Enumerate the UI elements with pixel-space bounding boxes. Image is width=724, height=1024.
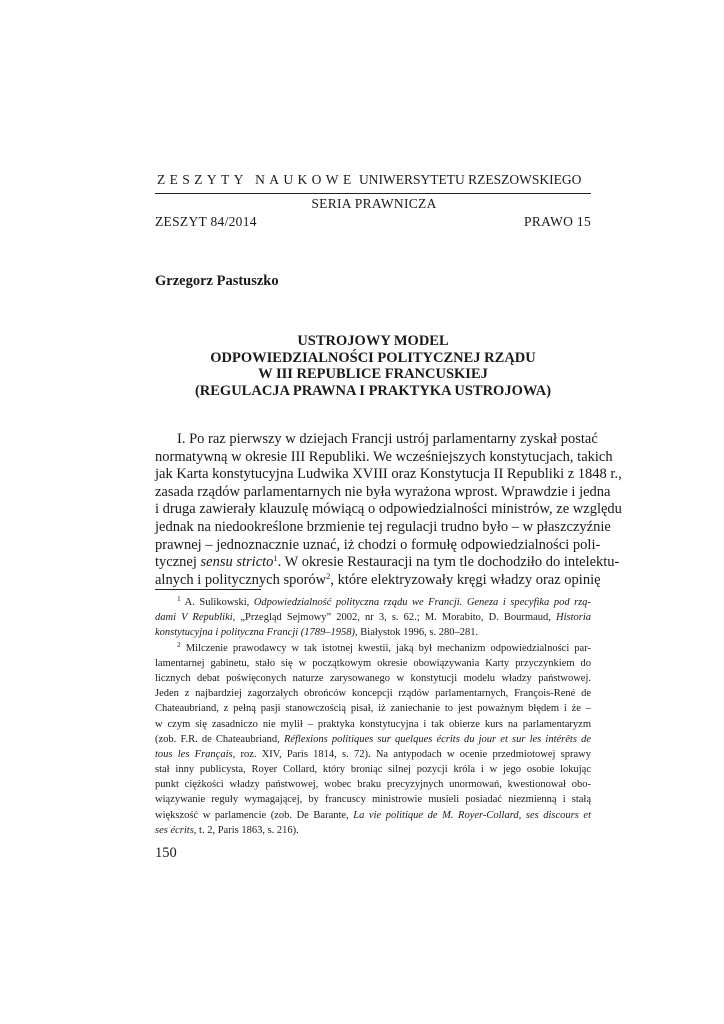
body-line: zasada rządów parlamentarnych nie była wyrażona wprost. Wprawdzie i jedna xyxy=(155,483,611,500)
footnote-line: w czym się zasadniczo nie mylił – praktyka konstytucyjna i tak obierze kurs na parlamentaryzm xyxy=(155,718,591,730)
text-run: , Białystok 1996, s. 280–281. xyxy=(355,627,479,639)
footnote-line xyxy=(155,808,591,823)
title-line: (REGULACJA PRAWNA I PRAKTYKA USTROJOWA) xyxy=(194,382,552,399)
series-name: SERIA PRAWNICZA xyxy=(311,196,437,211)
footnote-line xyxy=(155,610,591,625)
body-line: jak Karta konstytucyjna Ludwika XVIII oraz Konstytucja II Republiki z 1848 r., xyxy=(155,466,622,483)
text-run: , t. 2, Paris 1863, s. 216). xyxy=(193,824,299,836)
footnote-line: wiązywanie reguły wymagającej, by francuscy ministrowie musieli posiadać niezmienną i stałą xyxy=(155,794,591,806)
journal-name-rest: UNIWERSYTETU RZESZOWSKIEGO xyxy=(358,172,582,187)
footnote-line: lamentarnej gabinetu, stało się w początkowym okresie obowiązywania Karty przyczynkiem do xyxy=(155,657,591,669)
text-run: , „Przegląd Sejmowy” 2002, nr 3, s. 62.; M. Morabito, D. Bourmaud, xyxy=(232,612,556,624)
footnote-line: Chateaubriand, z pełną pasji stanowczością pisał, iż zaniechanie to jest poważnym błędem i że – xyxy=(155,703,591,715)
footnote-line xyxy=(155,641,591,656)
text-run: (zob. F.R. de Chateaubriand, xyxy=(155,733,284,745)
footnote-line xyxy=(155,747,591,762)
italic-title: Historia xyxy=(555,612,591,624)
body-line: normatywną w okresie III Republiki. We wcześniejszych konstytucjach, takich xyxy=(155,448,613,465)
title-line: W III REPUBLICE FRANCUSKIEJ xyxy=(258,366,488,382)
footnote-line xyxy=(155,625,591,640)
italic-title: konstytucyjna i polityczna Francji (1789–1958) xyxy=(155,627,356,639)
italic-title: ses écrits xyxy=(155,824,194,836)
journal-name-spaced: ZESZYTY NAUKOWE xyxy=(157,172,356,187)
footnote-line xyxy=(155,595,591,610)
italic-phrase: sensu stricto xyxy=(200,554,274,571)
footnote-line: licznych debat poświęconych naturze zarysowanego w konstytucji modelu władzy państwowej. xyxy=(155,672,591,684)
footnote-line: Jeden z najbardziej zagorzałych obrońców koncepcji rządów parlamentarnych, François-René de xyxy=(155,688,591,700)
footnote-ref-2[interactable]: 2 xyxy=(326,570,331,581)
header-rule xyxy=(155,193,591,194)
text-run: alnych i politycznych sporów xyxy=(155,571,327,588)
body-line: i druga zawierały klauzulę mówiącą o odpowiedzialności ministrów, ze względu xyxy=(155,501,622,518)
text-run: większość w parlamencie (zob. De Barante, xyxy=(155,809,354,821)
italic-title: dami V Republiki xyxy=(155,612,233,624)
footnote-line xyxy=(155,823,591,838)
article-title xyxy=(155,333,591,399)
text-run: A. Sulikowski, xyxy=(180,597,254,608)
title-line: ODPOWIEDZIALNOŚCI POLITYCZNEJ RZĄDU xyxy=(210,349,536,366)
section-label: PRAWO 15 xyxy=(524,214,591,229)
text-run: , które elektryzowały kręgi władzy oraz opinię xyxy=(330,571,601,588)
footnotes xyxy=(155,595,591,838)
body-line: prawnej – jednoznacznie uznać, iż chodzi o formułę odpowiedzialności poli- xyxy=(155,536,601,553)
footnote-separator xyxy=(155,589,261,590)
text-run: Milczenie prawodawcy w tak istotnej kwestii, jaką był mechanizm odpowiedzialności par- xyxy=(180,642,591,654)
title-line: USTROJOWY MODEL xyxy=(297,333,449,349)
page-number: 150 xyxy=(155,845,177,861)
journal-name xyxy=(157,172,591,188)
italic-title: tous les Français xyxy=(155,748,233,760)
text-run: , roz. XIV, Paris 1814, s. 72). Na antypodach w ocenie przedmiotowej sprawy xyxy=(232,748,591,760)
italic-title: La vie politique de M. Royer-Collard, ses discours et xyxy=(353,809,591,821)
footnote-mark-2: 2 xyxy=(177,639,181,649)
issue-number: ZESZYT 84/2014 xyxy=(155,214,257,229)
body-line: I. Po raz pierwszy w dziejach Francji ustrój parlamentarny zyskał postać xyxy=(177,431,598,447)
footnote-line: punkt ciężkości władzy państwowej, wobec braku precyzyjnych unormowań, kwestionował obo- xyxy=(155,779,591,791)
italic-title: Odpowiedzialność polityczna rządu we Francji. Geneza i specyfika pod rzą- xyxy=(253,597,592,608)
text-run: tycznej xyxy=(155,554,201,571)
body-line: jednak na niedookreślone brzmienie tej regulacji trudno było – w płaszczyźnie xyxy=(155,518,611,535)
footnote-mark-1: 1 xyxy=(177,594,181,603)
body-line xyxy=(155,570,601,590)
footnote-line: stał inny publicysta, Royer Collard, który broniąc silnej pozycji króla i w jego osobie lokując xyxy=(155,764,591,776)
author-name: Grzegorz Pastuszko xyxy=(155,273,279,289)
body-line xyxy=(155,553,620,572)
text-run: . W okresie Restauracji na tym tle dochodziło do intelektu- xyxy=(277,554,620,571)
body-paragraph xyxy=(155,431,622,589)
footnote-line xyxy=(155,732,591,747)
italic-title: Réflexions politiques sur quelques écrits du jour et sur les intérêts de xyxy=(283,733,591,745)
footnote-ref-1[interactable]: 1 xyxy=(273,553,278,564)
